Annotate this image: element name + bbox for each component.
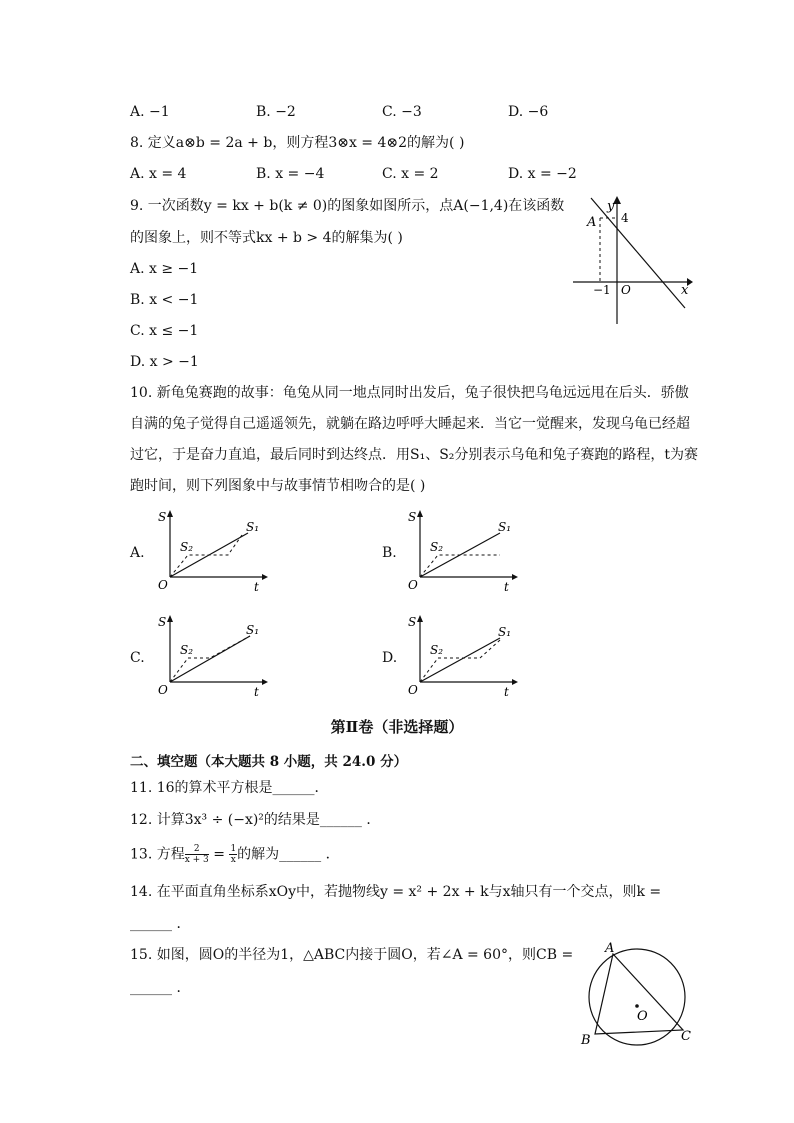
q10-line3: 过它，于是奋力直追，最后同时到达终点．用S₁、S₂分别表示乌龟和兔子赛跑的路程，t为赛 — [130, 447, 699, 463]
q10-option-a-letter: A. — [130, 545, 145, 561]
graph-axis — [512, 679, 518, 685]
graph-label: S — [158, 510, 167, 524]
q10-graph-b — [400, 505, 520, 595]
graph-label: t — [254, 580, 259, 594]
q15-label-o: O — [637, 1009, 648, 1024]
q13 — [130, 844, 340, 865]
q15-center-dot — [635, 1004, 639, 1008]
graph-label: t — [254, 685, 259, 699]
q15-line2: ______ ． — [130, 980, 191, 996]
graph-label: O — [158, 683, 168, 697]
graph-label: S — [408, 615, 417, 629]
q10-line1: 10. 新龟兔赛跑的故事：龟兔从同一地点同时出发后，兔子很快把乌龟远远甩在后头．骄傲 — [130, 385, 689, 401]
q13-suffix: 的解为______ ． — [237, 846, 340, 863]
graph-label: S₁ — [498, 520, 512, 534]
q10-graph-a — [150, 505, 270, 595]
graph-axis — [262, 679, 268, 685]
graph-label: S₂ — [430, 643, 444, 657]
q10-graph-c — [150, 610, 270, 700]
graph-axis — [512, 574, 518, 580]
q9-label-neg1: −1 — [593, 283, 611, 297]
q7-option-d: D. −6 — [508, 104, 549, 120]
q8-option-a: A. x = 4 — [130, 166, 187, 182]
graph-label: S₁ — [246, 520, 260, 534]
graph-axis — [417, 510, 423, 517]
q9-option-d: D. x > −1 — [130, 354, 199, 370]
graph-label: O — [408, 683, 418, 697]
graph-label: t — [504, 580, 509, 594]
q13-fraction-2: $\frac{1}{x}$ — [230, 844, 237, 865]
q15-label-c: C — [681, 1029, 691, 1044]
q9-stem-line2: 的图象上，则不等式kx + b > 4的解集为( ) — [130, 230, 403, 246]
q9-option-a: A. x ≥ −1 — [130, 261, 199, 277]
q9-label-a: A — [587, 215, 597, 230]
q9-label-x: x — [681, 283, 689, 298]
q7-option-b: B. −2 — [256, 104, 296, 120]
part2-title: 第Ⅱ卷（非选择题） — [330, 718, 464, 736]
graph-label: S₁ — [246, 623, 260, 637]
q10-option-b-letter: B. — [382, 545, 397, 561]
q9-label-y: y — [607, 199, 615, 214]
graph-label: O — [408, 578, 418, 592]
q13-prefix: 13. 方程 — [130, 846, 185, 863]
q9-stem-line1: 9. 一次函数y = kx + b(k ≠ 0)的图象如图所示，点A(−1,4)在该函数 — [130, 198, 565, 214]
q8-option-b: B. x = −4 — [256, 166, 325, 182]
graph-label: O — [158, 578, 168, 592]
q7-option-a: A. −1 — [130, 104, 170, 120]
q12: 12. 计算3x³ ÷ (−x)²的结果是______ ． — [130, 812, 381, 828]
q14-line2: ______ ． — [130, 916, 191, 932]
q13-equals: = — [208, 846, 230, 863]
q14-line1: 14. 在平面直角坐标系xOy中，若抛物线y = x² + 2x + k与x轴只有一个交点，则k = — [130, 884, 662, 900]
graph-label: S — [158, 615, 167, 629]
q8-option-c: C. x = 2 — [382, 166, 439, 182]
q8-option-d: D. x = −2 — [508, 166, 577, 182]
graph-axis — [167, 615, 173, 622]
section2-header: 二、填空题（本大题共 8 小题，共 24.0 分） — [130, 754, 408, 770]
q15-line1: 15. 如图，圆O的半径为1，△ABC内接于圆O，若∠A = 60°，则CB = — [130, 947, 574, 963]
q10-graph-d — [400, 610, 520, 700]
q7-option-c: C. −3 — [382, 104, 422, 120]
q13-fraction-1: $\frac{2}{x + 3}$ — [184, 844, 209, 865]
q11: 11. 16的算术平方根是______． — [130, 780, 329, 796]
q10-option-d-letter: D. — [382, 650, 398, 666]
q10-option-c-letter: C. — [130, 650, 145, 666]
graph-axis — [167, 510, 173, 517]
graph-axis — [262, 574, 268, 580]
graph-axis — [417, 615, 423, 622]
q10b-s2-line — [420, 555, 500, 577]
q9-option-b: B. x < −1 — [130, 292, 199, 308]
graph-label: S₂ — [180, 540, 194, 554]
q8-stem: 8. 定义a⊗b = 2a + b，则方程3⊗x = 4⊗2的解为( ) — [130, 135, 465, 151]
graph-label: S₁ — [498, 625, 512, 639]
graph-label: t — [504, 685, 509, 699]
q15-label-a: A — [605, 941, 615, 956]
q15-circle-figure — [575, 940, 695, 1050]
q9-option-c: C. x ≤ −1 — [130, 323, 199, 339]
q15-label-b: B — [581, 1033, 591, 1048]
q9-label-4: 4 — [621, 211, 629, 225]
q10-line4: 跑时间，则下列图象中与故事情节相吻合的是( ) — [130, 478, 426, 494]
graph-label: S₂ — [430, 540, 444, 554]
q10-line2: 自满的兔子觉得自己遥遥领先，就躺在路边呼呼大睡起来．当它一觉醒来，发现乌龟已经超 — [130, 416, 690, 432]
q9-label-origin: O — [621, 283, 631, 297]
q9-linear-function-graph — [565, 190, 695, 330]
graph-label: S₂ — [180, 643, 194, 657]
graph-label: S — [408, 510, 417, 524]
